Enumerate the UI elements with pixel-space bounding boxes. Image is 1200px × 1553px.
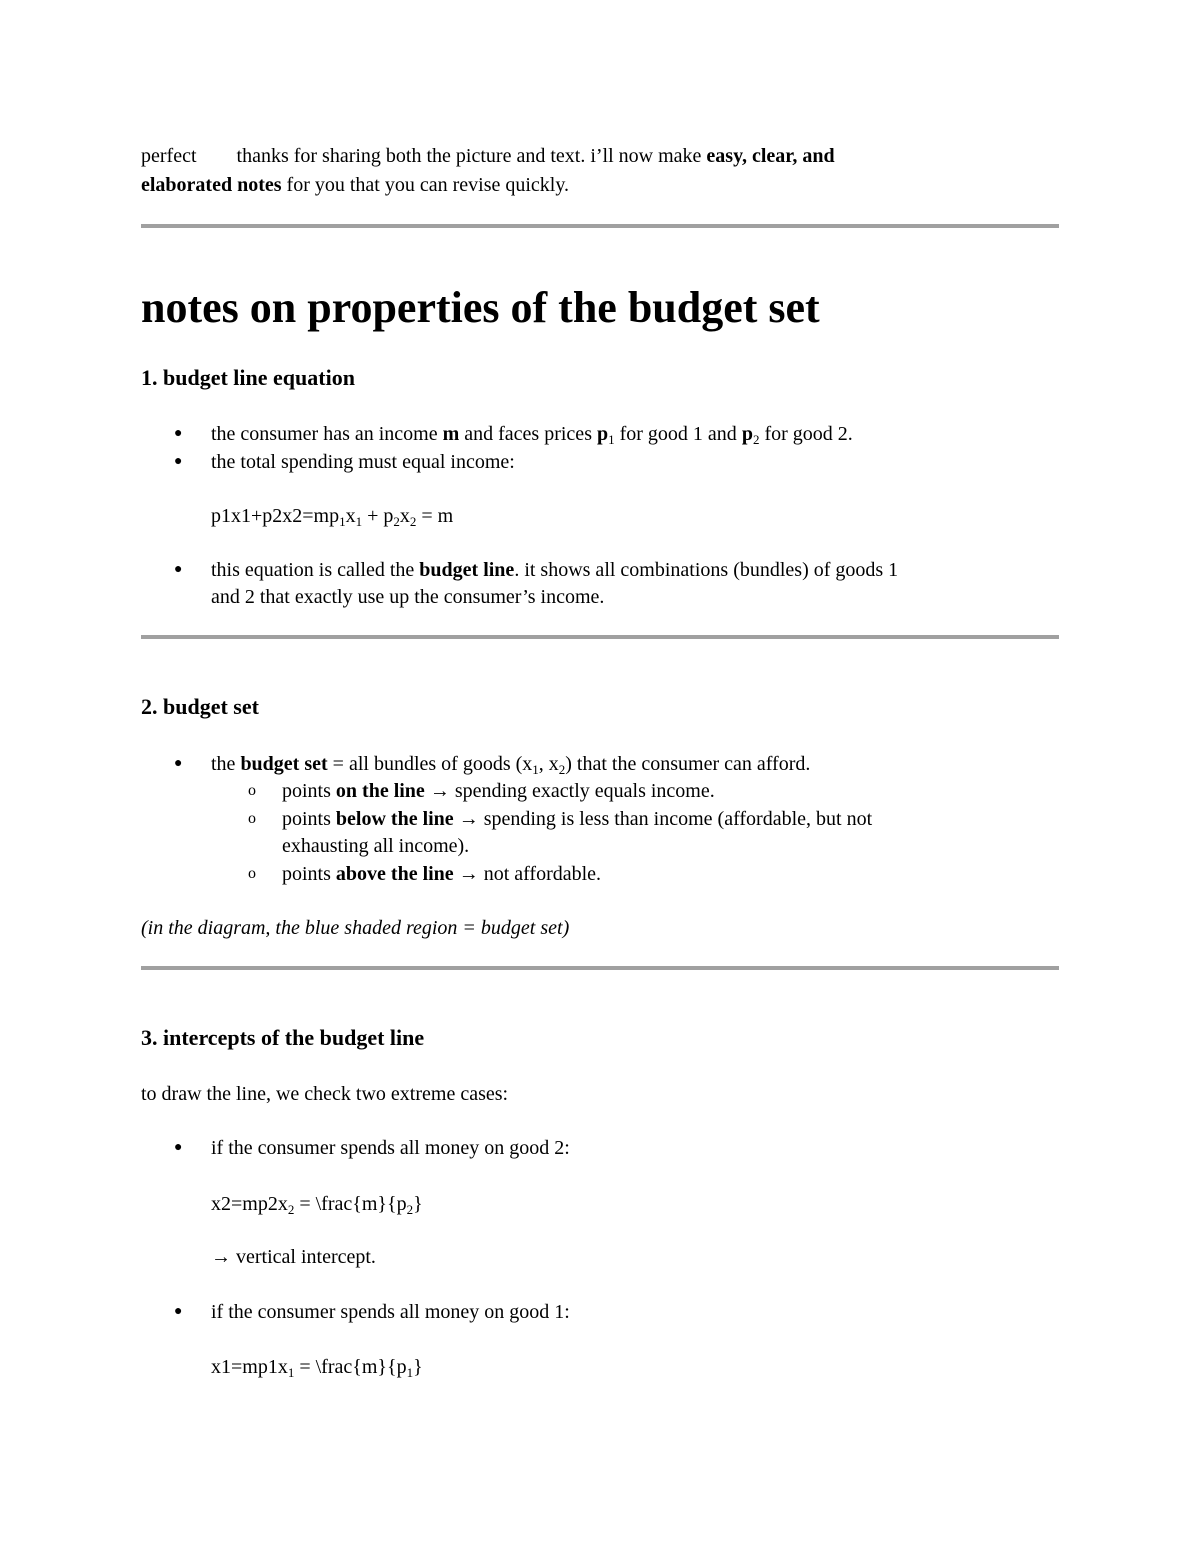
bold-m: m xyxy=(442,423,460,445)
subscript: 1 xyxy=(406,1365,414,1380)
s2-sub-bullet-1 xyxy=(282,777,715,805)
text: points xyxy=(282,780,336,802)
intro-text-2: for you that you can revise quickly. xyxy=(286,174,570,196)
text: the consumer has an income xyxy=(211,423,443,445)
intercept-equation-2 xyxy=(211,1353,423,1381)
bold-p1: p xyxy=(596,423,609,445)
text: this equation is called the xyxy=(211,559,420,581)
subscript: 1 xyxy=(287,1365,295,1380)
text: = all bundles of goods (x xyxy=(327,753,533,775)
bold-term: budget set xyxy=(240,753,328,775)
subscript: 1 xyxy=(532,762,539,777)
text: = \frac{m}{p xyxy=(294,1193,407,1215)
text: = \frac{m}{p xyxy=(294,1356,407,1378)
bullet-icon: ● xyxy=(174,426,183,441)
budget-equation xyxy=(211,502,453,530)
text: ) that the consumer can afford. xyxy=(565,753,811,775)
subscript: 2 xyxy=(409,514,417,529)
text: points xyxy=(282,808,336,830)
bold-term: budget line xyxy=(419,559,515,581)
horizontal-rule xyxy=(141,224,1059,228)
circle-bullet-icon: o xyxy=(248,810,256,827)
text: → spending is less than income (affordable, but not xyxy=(453,808,873,830)
s2-sub-bullet-2 xyxy=(282,805,872,833)
vertical-intercept-note: → vertical intercept. xyxy=(211,1246,376,1268)
section-1-heading: 1. budget line equation xyxy=(141,365,355,390)
intercept-equation-1 xyxy=(211,1190,423,1218)
subscript: 2 xyxy=(558,762,566,777)
bullet-icon: ● xyxy=(174,756,183,771)
text: + p xyxy=(362,505,394,527)
subscript: 2 xyxy=(406,1202,414,1217)
text: x xyxy=(345,505,356,527)
text: and faces prices xyxy=(459,423,597,445)
bold-term: below the line xyxy=(335,808,454,830)
subscript: 2 xyxy=(393,514,400,529)
s1-bullet-3-cont: and 2 that exactly use up the consumer’s income. xyxy=(211,586,605,608)
s3-bullet-2: if the consumer spends all money on good 1: xyxy=(211,1301,570,1323)
text: → not affordable. xyxy=(453,863,602,885)
section-2-heading: 2. budget set xyxy=(141,694,259,719)
subscript: 2 xyxy=(752,432,760,447)
text: points xyxy=(282,863,336,885)
text: p1x1+p2x2=mp xyxy=(211,505,340,527)
text: the xyxy=(211,753,241,775)
s2-sub-bullet-3 xyxy=(282,860,601,888)
bold-term: above the line xyxy=(335,863,454,885)
bullet-icon: ● xyxy=(174,562,183,577)
s1-bullet-2: the total spending must equal income: xyxy=(211,451,515,473)
s3-bullet-1: if the consumer spends all money on good 2: xyxy=(211,1137,570,1159)
intro-bold-2: elaborated notes xyxy=(141,174,282,196)
bold-term: on the line xyxy=(335,780,425,802)
intro-bold-1: easy, clear, and xyxy=(706,145,835,167)
s2-bullet-1 xyxy=(211,750,810,778)
s2-sub-bullet-2-cont: exhausting all income). xyxy=(282,835,470,857)
text: for good 1 and xyxy=(614,423,742,445)
section-3-heading: 3. intercepts of the budget line xyxy=(141,1025,425,1050)
subscript: 1 xyxy=(355,514,363,529)
text: = m xyxy=(416,505,454,527)
s1-bullet-1 xyxy=(211,420,853,448)
intro-text: thanks for sharing both the picture and text. i’ll now make xyxy=(236,145,702,167)
text: x2=mp2x xyxy=(211,1193,288,1215)
text: x1=mp1x xyxy=(211,1356,288,1378)
subscript: 2 xyxy=(287,1202,295,1217)
horizontal-rule xyxy=(141,635,1059,639)
text: . it shows all combinations (bundles) of goods 1 xyxy=(514,559,899,581)
intro-line-2 xyxy=(141,171,569,199)
text: , x xyxy=(538,753,559,775)
bullet-icon: ● xyxy=(174,1304,183,1319)
text: } xyxy=(413,1193,423,1215)
bullet-icon: ● xyxy=(174,454,183,469)
text: } xyxy=(413,1356,423,1378)
circle-bullet-icon: o xyxy=(248,782,256,799)
text: → spending exactly equals income. xyxy=(424,780,715,802)
page-title: notes on properties of the budget set xyxy=(141,283,820,332)
text: x xyxy=(399,505,410,527)
s1-bullet-3 xyxy=(211,556,898,584)
diagram-note: (in the diagram, the blue shaded region = budget set) xyxy=(141,917,570,939)
subscript: 1 xyxy=(339,514,346,529)
text: for good 2. xyxy=(759,423,853,445)
intro-word: perfect xyxy=(141,145,197,167)
bullet-icon: ● xyxy=(174,1140,183,1155)
bold-p2: p xyxy=(741,423,753,445)
subscript: 1 xyxy=(608,432,615,447)
s3-intro: to draw the line, we check two extreme cases: xyxy=(141,1083,509,1105)
circle-bullet-icon: o xyxy=(248,865,256,882)
intro-line-1 xyxy=(141,142,835,170)
horizontal-rule xyxy=(141,966,1059,970)
